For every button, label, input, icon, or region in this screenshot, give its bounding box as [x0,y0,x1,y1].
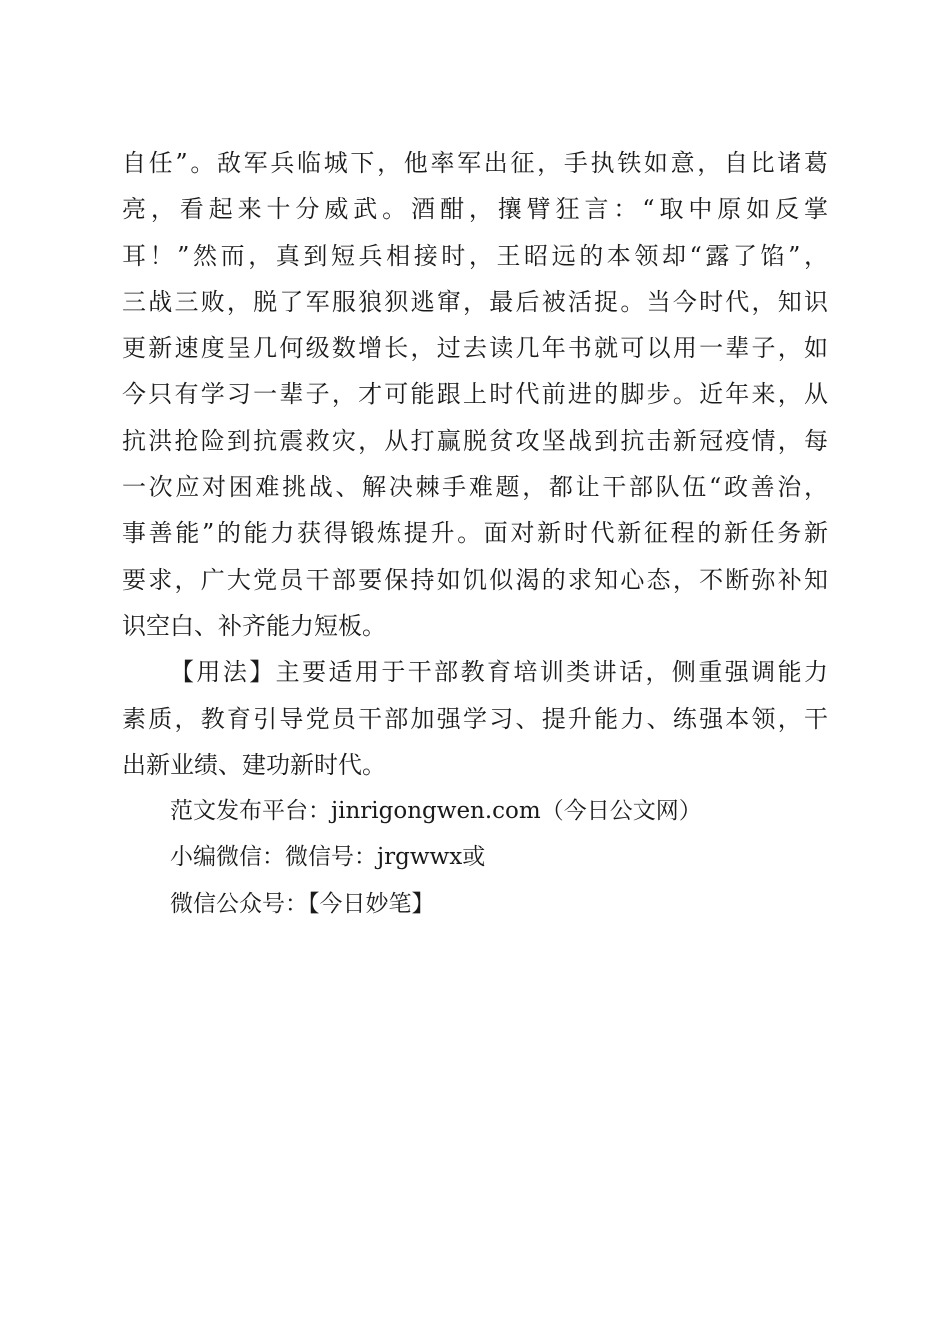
paragraph-line: 更新速度呈几何级数增长，过去读几年书就可以用一辈子，如 [122,334,828,363]
official-account-line: 微信公众号：【今日妙笔】 [170,890,435,917]
paragraph-line: 抗洪抢险到抗震救灾，从打赢脱贫攻坚战到抗击新冠疫情，每 [122,426,828,455]
footer-info [122,788,828,927]
paragraph-line: 事善能”的能力获得锻炼提升。面对新时代新征程的新任务新 [122,519,828,548]
usage-line: 出新业绩、建功新时代。 [122,750,386,779]
paragraph-line: 亮，看起来十分威武。酒酣，攘臂狂言：“取中原如反掌 [122,195,828,224]
document-body [122,140,828,927]
paragraph-line: 耳！”然而，真到短兵相接时，王昭远的本领却“露了馅”， [122,241,828,270]
paragraph-line: 要求，广大党员干部要保持如饥似渴的求知心态，不断弥补知 [122,565,828,594]
paragraph-line: 自任”。敌军兵临城下，他率军出征，手执铁如意，自比诸葛 [122,149,828,177]
paragraph-line: 三战三败，脱了军服狼狈逃窜，最后被活捉。当今时代，知识 [122,287,828,316]
paragraph-line: 一次应对困难挑战、解决棘手难题，都让干部队伍“政善治， [122,473,828,502]
paragraph-usage [122,649,828,788]
paragraph-main [122,140,828,649]
paragraph-line: 识空白、补齐能力短板。 [122,611,386,640]
usage-line: 【用法】主要适用于干部教育培训类讲话，侧重强调能力 [170,658,828,687]
wechat-line: 小编微信：微信号：jrgwwx或 [170,844,486,871]
usage-line: 素质，教育引导党员干部加强学习、提升能力、练强本领，干 [122,704,828,733]
platform-line: 范文发布平台：jinrigongwen.com（今日公文网） [170,798,702,825]
paragraph-line: 今只有学习一辈子，才可能跟上时代前进的脚步。近年来，从 [122,380,828,409]
